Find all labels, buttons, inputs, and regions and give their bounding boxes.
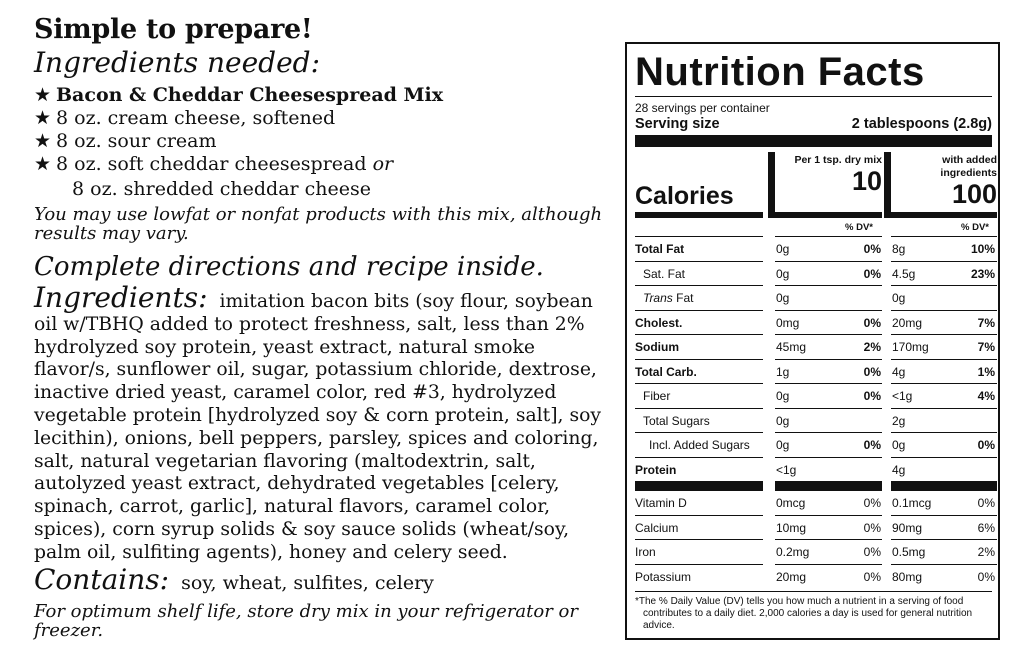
product-description (34, 14, 604, 640)
list-item (34, 84, 604, 107)
dv-dry-mix: 0% (863, 545, 881, 559)
nutrient-label (635, 267, 685, 281)
directions-heading: Complete directions and recipe inside. (34, 252, 544, 282)
nutrient-label (635, 496, 687, 510)
column-with-ingredients-heading: with added ingredients (940, 154, 997, 179)
nutrient-row (635, 408, 992, 433)
nutrient-name: Calcium (635, 520, 679, 535)
amount-with-ingredients: 4g (892, 364, 906, 379)
amount-dry-mix: 0g (776, 389, 790, 403)
nutrient-row (635, 285, 992, 310)
amount-dry-mix: 1g (776, 364, 790, 379)
footnote-text: *The % Daily Value (DV) tells you how much a nutrient in a serving of food contributes to a daily diet. 2,000 calories a day is used for general nutrition advice. (635, 596, 973, 631)
list-item-text: 8 oz. sour cream (56, 130, 217, 152)
dv-dry-mix: 0% (863, 364, 881, 379)
dv-dry-mix: 0% (863, 315, 881, 330)
nutrient-name: Incl. Added Sugars (649, 438, 750, 452)
nutrient-name: Vitamin D (635, 496, 687, 510)
protein-bar (635, 481, 992, 487)
servings-per-container: 28 servings per container (635, 101, 770, 115)
nutrient-row (635, 334, 995, 359)
dv-dry-mix: 2% (863, 340, 881, 354)
calories-label: Calories (635, 182, 734, 210)
amount-with-ingredients: 0g (892, 438, 906, 452)
amount-with-ingredients: 2g (892, 413, 906, 428)
serving-size-row (635, 115, 992, 133)
amount-dry-mix: 0g (776, 266, 790, 281)
amount-dry-mix: 0g (776, 242, 790, 256)
calories-header (635, 152, 997, 212)
dv-dry-mix: 0% (863, 438, 881, 452)
amount-with-ingredients: 4.5g (892, 266, 916, 281)
dv-with-ingredients: 23% (970, 266, 995, 281)
nutrient-label (635, 521, 678, 535)
list-item (34, 107, 604, 130)
amount-with-ingredients: 4g (892, 462, 906, 477)
vitamin-row (635, 515, 995, 540)
dv-with-ingredients: 7% (977, 315, 995, 330)
nutrient-label (635, 438, 750, 452)
dv-with-ingredients: 0% (977, 496, 995, 510)
amount-dry-mix: <1g (776, 462, 797, 477)
nutrition-facts-title: Nutrition Facts (635, 50, 925, 94)
nutrient-name: Total Fat (635, 242, 685, 256)
serving-size-value: 2 tablespoons (2.8g) (851, 116, 992, 132)
nutrient-name: Sodium (635, 340, 679, 354)
nutrient-label (635, 242, 684, 256)
ingredients-paragraph (34, 281, 604, 565)
nutrient-label (635, 291, 693, 305)
nutrient-name: Fiber (643, 389, 671, 403)
star-icon: ★ (34, 153, 52, 175)
star-icon: ★ (34, 84, 52, 106)
nutrient-rows (635, 236, 995, 481)
simple-heading: Simple to prepare! (34, 14, 313, 45)
column-with-ingredients (891, 154, 997, 208)
nutrient-row (635, 359, 995, 384)
dv-with-ingredients: 6% (977, 520, 995, 535)
vitamin-row (635, 539, 995, 564)
dv-label: % DV* (845, 222, 873, 233)
calories-with-ingredients: 100 (951, 179, 997, 209)
list-item-text: Bacon & Cheddar Cheesespread Mix (56, 84, 444, 106)
nutrient-name: Potassium (635, 569, 692, 584)
dv-dry-mix: 0% (863, 569, 881, 584)
nutrient-label (635, 463, 676, 477)
ingredients-label: Ingredients: (34, 281, 208, 314)
star-icon: ★ (34, 130, 52, 152)
lowfat-note: You may use lowfat or nonfat products with this mix, although results may vary. (34, 204, 603, 244)
dv-with-ingredients: 0% (977, 569, 995, 584)
amount-dry-mix: 0mg (776, 315, 800, 330)
nutrient-name: Total Sugars (643, 413, 710, 428)
amount-dry-mix: 0g (776, 438, 790, 452)
vitamin-row (635, 564, 995, 589)
ingredients-needed-list (34, 84, 604, 201)
ingredients-text: imitation bacon bits (soy flour, soybean oil w/TBHQ added to protect freshness, salt, less than 2% hydrolyzed soy protein, yeast extract, natural smoke flavor/s, sunflower oil, sugar, potassium chloride, dextrose, inactive dried yeast, caramel color, red #3, hydrolyzed vegetable protein [hydrolyzed soy & corn protein, salt], soy lecithin), onions, bell peppers, parsley, spices and coloring, salt, natural vegetarian flavoring (maltodextrin, salt, autolyzed yeast extract, dehydrated vegetables [celery, spinach, carrot, garlic], natural flavors, caramel color, spices), corn syrup solids & soy sauce solids (wheat/soy, palm oil, sulfiting agents), honey and celery seed. (34, 291, 602, 563)
nutrient-label (635, 340, 679, 354)
nutrient-label (635, 570, 691, 584)
amount-with-ingredients: 0.5mg (892, 545, 926, 559)
nutrient-label (635, 545, 656, 559)
column-dry-mix (775, 154, 882, 195)
daily-value-header (635, 218, 992, 236)
dv-with-ingredients: 0% (977, 438, 995, 452)
serving-size-label: Serving size (635, 116, 720, 132)
dv-dry-mix: 0% (863, 266, 881, 281)
amount-dry-mix: 0g (776, 413, 790, 428)
daily-value-footnote (635, 591, 992, 632)
nutrient-table (635, 152, 997, 588)
list-item-text: 8 oz. cream cheese, softened (56, 107, 336, 129)
star-icon: ★ (34, 107, 52, 129)
dv-with-ingredients: 10% (970, 242, 995, 256)
amount-dry-mix: 0mcg (776, 496, 806, 510)
dv-with-ingredients: 2% (977, 545, 995, 559)
ingredients-needed-heading: Ingredients needed: (34, 46, 321, 79)
amount-dry-mix: 0g (776, 291, 790, 305)
dv-with-ingredients: 1% (977, 364, 995, 379)
dv-label: % DV* (961, 222, 989, 233)
nutrition-facts-panel (625, 42, 1000, 640)
amount-dry-mix: 10mg (776, 520, 807, 535)
dv-with-ingredients: 4% (977, 389, 995, 403)
contains-line (34, 562, 604, 598)
amount-with-ingredients: 80mg (892, 569, 923, 584)
column-divider (768, 152, 775, 212)
nutrient-label (635, 316, 682, 330)
column-dry-mix-heading: Per 1 tsp. dry mix (794, 154, 882, 166)
amount-with-ingredients: 0g (892, 291, 906, 305)
list-item-text: 8 oz. soft cheddar cheesespread (56, 153, 367, 175)
nutrient-row (635, 457, 992, 482)
vitamin-rows (635, 490, 995, 588)
vitamin-row (635, 490, 995, 515)
amount-dry-mix: 20mg (776, 569, 807, 584)
amount-with-ingredients: <1g (892, 389, 913, 403)
nutrient-name: Protein (635, 462, 677, 477)
dv-dry-mix: 0% (863, 389, 881, 403)
divider (635, 591, 992, 592)
amount-dry-mix: 0.2mg (776, 545, 810, 559)
divider (635, 96, 992, 97)
contains-text: soy, wheat, sulfites, celery (181, 571, 434, 594)
amount-with-ingredients: 0.1mcg (892, 496, 932, 510)
dv-dry-mix: 0% (863, 520, 881, 535)
dv-dry-mix: 0% (863, 496, 881, 510)
amount-with-ingredients: 20mg (892, 315, 923, 330)
or-word: or (372, 153, 394, 175)
nutrient-name-italic: Trans (643, 291, 673, 305)
nutrient-row (635, 310, 995, 335)
dv-dry-mix: 0% (863, 242, 881, 256)
nutrient-row (635, 432, 995, 457)
list-item (34, 153, 604, 176)
contains-label: Contains: (34, 562, 170, 596)
storage-note: For optimum shelf life, store dry mix in your refrigerator or freezer. (34, 600, 578, 641)
thick-divider (635, 135, 992, 147)
nutrient-label (635, 414, 710, 428)
nutrient-name: Cholest. (635, 315, 683, 330)
amount-dry-mix: 45mg (776, 340, 807, 354)
nutrient-name: Sat. Fat (643, 266, 686, 281)
list-item-alternative: 8 oz. shredded cheddar cheese (72, 178, 371, 200)
nutrient-name-suffix: Fat (672, 291, 694, 305)
dv-with-ingredients: 7% (977, 340, 995, 354)
nutrient-name: Total Carb. (635, 364, 697, 379)
nutrient-name: Iron (635, 545, 656, 559)
nutrient-label (635, 365, 697, 379)
column-divider (884, 152, 891, 212)
nutrient-label (635, 389, 670, 403)
nutrient-row (635, 261, 995, 286)
nutrient-row (635, 383, 995, 408)
amount-with-ingredients: 90mg (892, 520, 923, 535)
amount-with-ingredients: 8g (892, 242, 906, 256)
calories-dry-mix: 10 (851, 166, 882, 196)
list-item (34, 130, 604, 153)
nutrient-row (635, 236, 995, 261)
amount-with-ingredients: 170mg (892, 340, 929, 354)
